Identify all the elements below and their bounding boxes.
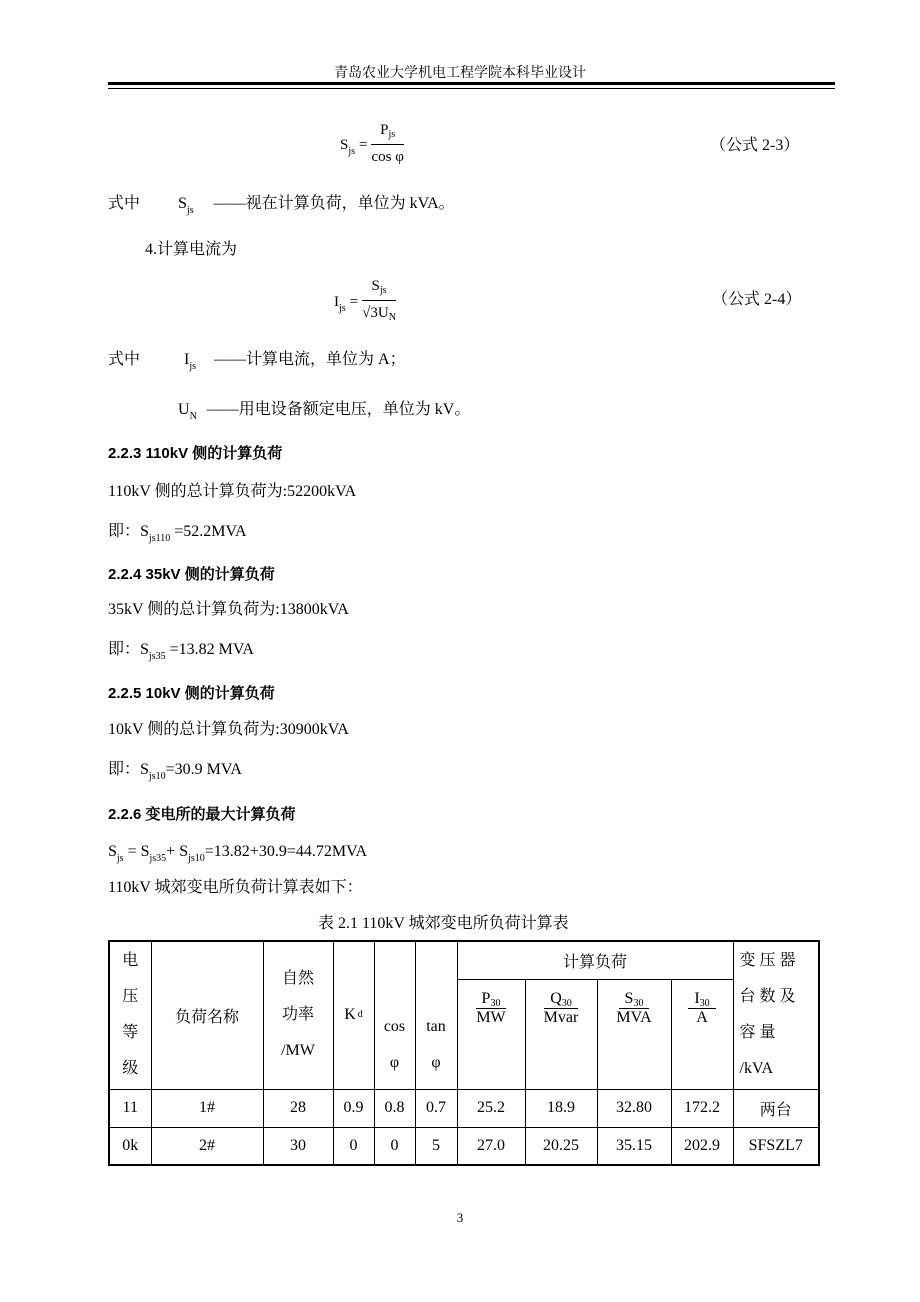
formula-2-4: $I_{js}$ = $\frac{S_{js}}{√3U_N}$ xyxy=(334,278,396,323)
table-row xyxy=(109,1127,819,1165)
header-p30: P30 MW xyxy=(457,979,525,1089)
page-number: 3 xyxy=(456,1210,464,1225)
cell-cos-bottom: 0 xyxy=(374,1127,415,1165)
header-s30: S30 MVA xyxy=(597,979,671,1089)
cell-p30: 25.2 xyxy=(457,1089,525,1127)
section-2-2-3-line: 110kV 侧的总计算负荷为:52200kVA xyxy=(108,483,357,500)
cell-kd-top: 0.9 xyxy=(333,1089,374,1127)
header-voltage-level: 电 压 等 级 xyxy=(109,941,151,1089)
table-row xyxy=(109,1089,819,1127)
cell-power: 28 xyxy=(263,1089,333,1127)
section-2-2-6-intro: 110kV 城郊变电所负荷计算表如下： xyxy=(108,879,363,896)
section-2-2-5-result: 即：$S_{js10}=30.9$ MVA xyxy=(108,761,242,782)
section-2-2-6-title: 2.2.6 变电所的最大计算负荷 xyxy=(108,806,296,823)
cell-name: 2# xyxy=(151,1127,263,1165)
definition-un: $U_N$ ——用电设备额定电压，单位为 kV。 xyxy=(178,401,471,422)
section-2-2-4-line: 35kV 侧的总计算负荷为:13800kVA xyxy=(108,601,349,618)
cell-kd-bottom: 0 xyxy=(333,1127,374,1165)
cell-i30: 202.9 xyxy=(671,1127,733,1165)
cell-power: 30 xyxy=(263,1127,333,1165)
cell-s30: 32.80 xyxy=(597,1089,671,1127)
cell-tan-top: 0.7 xyxy=(415,1089,457,1127)
cell-cos-top: 0.8 xyxy=(374,1089,415,1127)
cell-transformer-top: 两台 xyxy=(733,1089,819,1127)
header-kd: K d xyxy=(333,941,374,1089)
cell-s30: 35.15 xyxy=(597,1127,671,1165)
definition-ijs: 式中 $I_{js}$ ——计算电流，单位为 A； xyxy=(108,351,406,372)
header-calculated-load: 计算负荷 xyxy=(457,941,733,979)
section-2-2-5-title: 2.2.5 10kV 侧的计算负荷 xyxy=(108,685,275,702)
section-2-2-4-result: 即：$S_{js35} =13.82$ MVA xyxy=(108,641,254,662)
header-transformer: 变 压 器 台 数 及 容 量 /kVA xyxy=(733,941,819,1089)
cell-name: 1# xyxy=(151,1089,263,1127)
section-2-2-3-result: 即：$S_{js110} =52.2MVA$ xyxy=(108,523,247,544)
section-2-2-6-equation: $S_{js} = S_{js35}+ S_{js10}=13.82+30.9=44.72MVA$ xyxy=(108,843,368,864)
cell-transformer-bottom: SFSZL7 xyxy=(733,1127,819,1165)
cell-p30: 27.0 xyxy=(457,1127,525,1165)
table-header-row-1 xyxy=(109,941,819,979)
header-q30: Q30 Mvar xyxy=(525,979,597,1089)
header-cos: cos φ xyxy=(374,941,415,1089)
cell-level-top: 11 xyxy=(109,1089,151,1127)
cell-i30: 172.2 xyxy=(671,1089,733,1127)
formula-2-3-label: （公式 2-3） xyxy=(710,137,800,154)
header-rule-thick xyxy=(108,82,835,85)
cell-q30: 20.25 xyxy=(525,1127,597,1165)
formula-2-4-label: （公式 2-4） xyxy=(712,291,802,308)
header-load-name: 负荷名称 xyxy=(151,941,263,1089)
page-header: 青岛农业大学机电工程学院本科毕业设计 xyxy=(334,66,586,81)
cell-tan-bottom: 5 xyxy=(415,1127,457,1165)
item-4: 4.计算电流为 xyxy=(145,241,238,258)
cell-q30: 18.9 xyxy=(525,1089,597,1127)
header-rule-thin xyxy=(108,88,835,89)
definition-sjs: 式中 $S_{js}$ ——视在计算负荷，单位为 kVA。 xyxy=(108,195,455,216)
section-2-2-5-line: 10kV 侧的总计算负荷为:30900kVA xyxy=(108,721,349,738)
header-tan: tan φ xyxy=(415,941,457,1089)
table-caption: 表 2.1 110kV 城郊变电所负荷计算表 xyxy=(318,915,569,932)
section-2-2-4-title: 2.2.4 35kV 侧的计算负荷 xyxy=(108,566,275,583)
header-i30: I30 A xyxy=(671,979,733,1089)
cell-level-bottom: 0k xyxy=(109,1127,151,1165)
section-2-2-3-title: 2.2.3 110kV 侧的计算负荷 xyxy=(108,445,283,462)
header-natural-power: 自然 功率 /MW xyxy=(263,941,333,1089)
formula-2-3: $S_{js}$ = $\frac{P_{js}}{\text{cos φ}}$ xyxy=(340,122,404,165)
load-calculation-table xyxy=(108,940,820,1166)
